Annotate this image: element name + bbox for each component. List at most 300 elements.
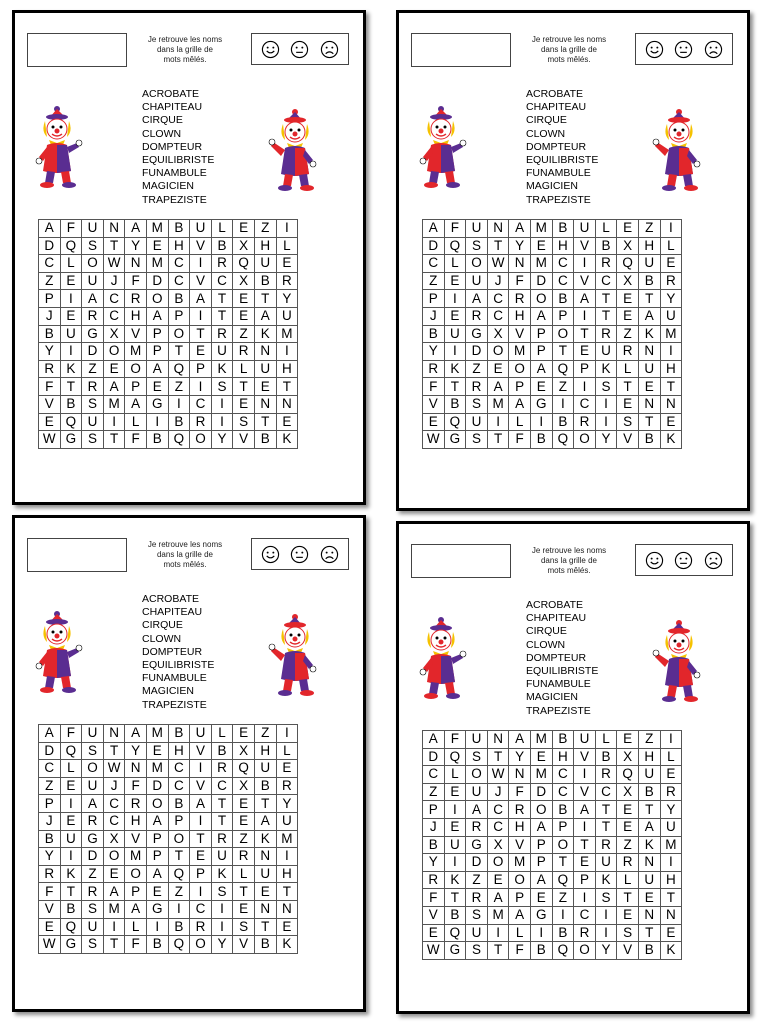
grid-cell[interactable]: I (60, 343, 82, 361)
grid-cell[interactable]: G (466, 836, 488, 854)
grid-cell[interactable]: A (146, 307, 168, 325)
grid-cell[interactable]: T (574, 836, 596, 854)
grid-cell[interactable]: M (509, 854, 531, 872)
grid-cell[interactable]: T (552, 343, 574, 361)
grid-cell[interactable]: B (423, 325, 445, 343)
grid-cell[interactable]: S (466, 942, 488, 960)
grid-cell[interactable]: Q (617, 766, 639, 784)
grid-cell[interactable]: E (574, 854, 596, 872)
grid-cell[interactable]: M (146, 220, 168, 238)
grid-cell[interactable]: G (146, 900, 168, 918)
grid-cell[interactable]: R (233, 343, 255, 361)
grid-cell[interactable]: E (254, 883, 276, 901)
grid-cell[interactable]: Y (276, 795, 298, 813)
grid-cell[interactable]: E (530, 748, 552, 766)
grid-cell[interactable]: I (276, 220, 298, 238)
grid-cell[interactable]: I (146, 918, 168, 936)
grid-cell[interactable]: A (466, 290, 488, 308)
grid-cell[interactable]: O (190, 936, 212, 954)
grid-cell[interactable]: C (487, 290, 509, 308)
grid-cell[interactable]: O (574, 942, 596, 960)
grid-cell[interactable]: P (530, 854, 552, 872)
grid-cell[interactable]: Y (509, 237, 531, 255)
grid-cell[interactable]: I (190, 883, 212, 901)
grid-cell[interactable]: S (466, 395, 488, 413)
grid-cell[interactable]: T (660, 378, 682, 396)
grid-cell[interactable]: T (190, 325, 212, 343)
grid-cell[interactable]: A (638, 307, 660, 325)
grid-cell[interactable]: T (211, 307, 233, 325)
grid-cell[interactable]: B (60, 900, 82, 918)
grid-cell[interactable]: B (254, 777, 276, 795)
grid-cell[interactable]: I (595, 906, 617, 924)
grid-cell[interactable]: D (82, 343, 104, 361)
grid-cell[interactable]: E (254, 378, 276, 396)
grid-cell[interactable]: T (276, 883, 298, 901)
grid-cell[interactable]: I (487, 924, 509, 942)
grid-cell[interactable]: Q (552, 942, 574, 960)
grid-cell[interactable]: O (146, 290, 168, 308)
grid-cell[interactable]: S (211, 883, 233, 901)
grid-cell[interactable]: T (103, 431, 125, 449)
grid-cell[interactable]: L (444, 255, 466, 273)
grid-cell[interactable]: U (82, 220, 104, 238)
grid-cell[interactable]: O (530, 290, 552, 308)
grid-cell[interactable]: C (574, 395, 596, 413)
grid-cell[interactable]: T (103, 936, 125, 954)
grid-cell[interactable]: W (423, 431, 445, 449)
grid-cell[interactable]: K (276, 431, 298, 449)
grid-cell[interactable]: R (574, 924, 596, 942)
grid-cell[interactable]: Y (660, 290, 682, 308)
grid-cell[interactable]: S (617, 924, 639, 942)
grid-cell[interactable]: U (466, 413, 488, 431)
grid-cell[interactable]: V (125, 325, 147, 343)
grid-cell[interactable]: V (574, 272, 596, 290)
grid-cell[interactable]: B (595, 237, 617, 255)
grid-cell[interactable]: R (82, 307, 104, 325)
grid-cell[interactable]: E (146, 742, 168, 760)
grid-cell[interactable]: O (466, 766, 488, 784)
grid-cell[interactable]: U (574, 731, 596, 749)
grid-cell[interactable]: E (617, 290, 639, 308)
grid-cell[interactable]: S (82, 395, 104, 413)
grid-cell[interactable]: L (617, 871, 639, 889)
grid-cell[interactable]: C (552, 766, 574, 784)
grid-cell[interactable]: D (423, 237, 445, 255)
grid-cell[interactable]: U (82, 777, 104, 795)
grid-cell[interactable]: E (103, 865, 125, 883)
grid-cell[interactable]: Q (60, 742, 82, 760)
grid-cell[interactable]: U (595, 854, 617, 872)
grid-cell[interactable]: Z (82, 360, 104, 378)
grid-cell[interactable]: S (466, 237, 488, 255)
grid-cell[interactable]: F (444, 220, 466, 238)
neutral-face-icon[interactable] (674, 40, 693, 59)
grid-cell[interactable]: E (60, 812, 82, 830)
grid-cell[interactable]: U (444, 325, 466, 343)
grid-cell[interactable]: B (168, 220, 190, 238)
grid-cell[interactable]: E (39, 413, 61, 431)
grid-cell[interactable]: K (276, 936, 298, 954)
grid-cell[interactable]: Y (39, 343, 61, 361)
grid-cell[interactable]: E (530, 237, 552, 255)
grid-cell[interactable]: P (509, 889, 531, 907)
grid-cell[interactable]: O (146, 795, 168, 813)
grid-cell[interactable]: U (466, 220, 488, 238)
grid-cell[interactable]: Z (39, 272, 61, 290)
grid-cell[interactable]: P (574, 871, 596, 889)
grid-cell[interactable]: L (617, 360, 639, 378)
grid-cell[interactable]: C (168, 777, 190, 795)
grid-cell[interactable]: I (211, 413, 233, 431)
grid-cell[interactable]: Z (39, 777, 61, 795)
grid-cell[interactable]: A (82, 795, 104, 813)
grid-cell[interactable]: C (103, 307, 125, 325)
happy-face-icon[interactable] (261, 545, 280, 564)
grid-cell[interactable]: P (423, 801, 445, 819)
grid-cell[interactable]: E (638, 889, 660, 907)
grid-cell[interactable]: N (509, 255, 531, 273)
grid-cell[interactable]: F (423, 378, 445, 396)
grid-cell[interactable]: U (466, 731, 488, 749)
grid-cell[interactable]: T (638, 801, 660, 819)
grid-cell[interactable]: D (530, 783, 552, 801)
grid-cell[interactable]: U (254, 865, 276, 883)
grid-cell[interactable]: O (82, 255, 104, 273)
grid-cell[interactable]: G (466, 325, 488, 343)
grid-cell[interactable]: E (146, 883, 168, 901)
grid-cell[interactable]: T (595, 818, 617, 836)
grid-cell[interactable]: T (638, 290, 660, 308)
grid-cell[interactable]: E (617, 906, 639, 924)
grid-cell[interactable]: I (574, 255, 596, 273)
grid-cell[interactable]: S (82, 237, 104, 255)
grid-cell[interactable]: F (509, 272, 531, 290)
grid-cell[interactable]: I (211, 918, 233, 936)
grid-cell[interactable]: B (552, 801, 574, 819)
grid-cell[interactable]: H (638, 748, 660, 766)
grid-cell[interactable]: J (423, 307, 445, 325)
grid-cell[interactable]: E (487, 871, 509, 889)
grid-cell[interactable]: Q (233, 255, 255, 273)
grid-cell[interactable]: R (211, 760, 233, 778)
grid-cell[interactable]: D (423, 748, 445, 766)
grid-cell[interactable]: Q (617, 255, 639, 273)
grid-cell[interactable]: R (82, 812, 104, 830)
grid-cell[interactable]: I (276, 725, 298, 743)
grid-cell[interactable]: C (595, 272, 617, 290)
grid-cell[interactable]: U (660, 818, 682, 836)
grid-cell[interactable]: M (530, 766, 552, 784)
grid-cell[interactable]: X (617, 748, 639, 766)
grid-cell[interactable]: Q (60, 918, 82, 936)
grid-cell[interactable]: C (190, 395, 212, 413)
grid-cell[interactable]: T (254, 918, 276, 936)
grid-cell[interactable]: U (190, 220, 212, 238)
grid-cell[interactable]: O (552, 836, 574, 854)
grid-cell[interactable]: T (211, 290, 233, 308)
grid-cell[interactable]: C (574, 906, 596, 924)
grid-cell[interactable]: Z (233, 325, 255, 343)
grid-cell[interactable]: U (574, 220, 596, 238)
grid-cell[interactable]: G (82, 325, 104, 343)
grid-cell[interactable]: B (423, 836, 445, 854)
grid-cell[interactable]: E (276, 255, 298, 273)
grid-cell[interactable]: B (552, 924, 574, 942)
grid-cell[interactable]: I (552, 906, 574, 924)
grid-cell[interactable]: V (233, 431, 255, 449)
grid-cell[interactable]: R (595, 325, 617, 343)
grid-cell[interactable]: A (146, 360, 168, 378)
grid-cell[interactable]: O (552, 325, 574, 343)
grid-cell[interactable]: R (82, 883, 104, 901)
grid-cell[interactable]: U (638, 766, 660, 784)
grid-cell[interactable]: L (509, 413, 531, 431)
grid-cell[interactable]: C (103, 812, 125, 830)
grid-cell[interactable]: B (39, 325, 61, 343)
grid-cell[interactable]: R (190, 413, 212, 431)
grid-cell[interactable]: B (146, 936, 168, 954)
grid-cell[interactable]: U (82, 918, 104, 936)
grid-cell[interactable]: K (254, 325, 276, 343)
grid-cell[interactable]: Q (444, 413, 466, 431)
grid-cell[interactable]: I (660, 343, 682, 361)
grid-cell[interactable]: R (82, 378, 104, 396)
grid-cell[interactable]: G (530, 906, 552, 924)
grid-cell[interactable]: N (638, 854, 660, 872)
grid-cell[interactable]: A (574, 290, 596, 308)
grid-cell[interactable]: E (233, 395, 255, 413)
grid-cell[interactable]: C (595, 783, 617, 801)
grid-cell[interactable]: N (254, 900, 276, 918)
grid-cell[interactable]: P (39, 290, 61, 308)
grid-cell[interactable]: R (466, 307, 488, 325)
grid-cell[interactable]: A (487, 378, 509, 396)
neutral-face-icon[interactable] (290, 40, 309, 59)
grid-cell[interactable]: L (125, 918, 147, 936)
grid-cell[interactable]: A (146, 865, 168, 883)
grid-cell[interactable]: K (638, 325, 660, 343)
grid-cell[interactable]: C (190, 900, 212, 918)
grid-cell[interactable]: N (125, 255, 147, 273)
grid-cell[interactable]: U (254, 360, 276, 378)
grid-cell[interactable]: E (233, 795, 255, 813)
grid-cell[interactable]: I (190, 378, 212, 396)
grid-cell[interactable]: P (146, 343, 168, 361)
grid-cell[interactable]: K (60, 360, 82, 378)
grid-cell[interactable]: D (466, 854, 488, 872)
grid-cell[interactable]: I (276, 848, 298, 866)
grid-cell[interactable]: T (168, 848, 190, 866)
grid-cell[interactable]: L (211, 220, 233, 238)
grid-cell[interactable]: B (552, 220, 574, 238)
grid-cell[interactable]: I (190, 812, 212, 830)
grid-cell[interactable]: Q (552, 431, 574, 449)
grid-cell[interactable]: B (530, 942, 552, 960)
grid-cell[interactable]: D (39, 742, 61, 760)
grid-cell[interactable]: R (276, 272, 298, 290)
grid-cell[interactable]: T (487, 942, 509, 960)
grid-cell[interactable]: Y (423, 343, 445, 361)
grid-cell[interactable]: X (233, 777, 255, 795)
grid-cell[interactable]: V (574, 783, 596, 801)
grid-cell[interactable]: M (487, 906, 509, 924)
grid-cell[interactable]: I (660, 731, 682, 749)
grid-cell[interactable]: C (103, 795, 125, 813)
grid-cell[interactable]: Q (444, 924, 466, 942)
grid-cell[interactable]: T (574, 325, 596, 343)
grid-cell[interactable]: F (125, 777, 147, 795)
grid-cell[interactable]: R (211, 255, 233, 273)
grid-cell[interactable]: T (254, 413, 276, 431)
grid-cell[interactable]: O (530, 801, 552, 819)
grid-cell[interactable]: S (82, 936, 104, 954)
grid-cell[interactable]: A (82, 290, 104, 308)
grid-cell[interactable]: T (444, 889, 466, 907)
grid-cell[interactable]: L (509, 924, 531, 942)
grid-cell[interactable]: V (233, 936, 255, 954)
grid-cell[interactable]: Y (125, 237, 147, 255)
grid-cell[interactable]: B (552, 290, 574, 308)
grid-cell[interactable]: R (466, 818, 488, 836)
grid-cell[interactable]: I (595, 924, 617, 942)
grid-cell[interactable]: B (444, 906, 466, 924)
grid-cell[interactable]: M (509, 343, 531, 361)
grid-cell[interactable]: I (660, 854, 682, 872)
grid-cell[interactable]: V (190, 237, 212, 255)
grid-cell[interactable]: A (509, 906, 531, 924)
grid-cell[interactable]: I (190, 307, 212, 325)
grid-cell[interactable]: E (444, 272, 466, 290)
grid-cell[interactable]: I (552, 395, 574, 413)
grid-cell[interactable]: A (530, 307, 552, 325)
grid-cell[interactable]: H (168, 237, 190, 255)
grid-cell[interactable]: I (103, 413, 125, 431)
grid-cell[interactable]: L (444, 766, 466, 784)
grid-cell[interactable]: E (233, 900, 255, 918)
grid-cell[interactable]: E (660, 766, 682, 784)
grid-cell[interactable]: Z (466, 871, 488, 889)
grid-cell[interactable]: O (103, 343, 125, 361)
grid-cell[interactable]: E (617, 220, 639, 238)
grid-cell[interactable]: O (466, 255, 488, 273)
grid-cell[interactable]: W (487, 766, 509, 784)
grid-cell[interactable]: R (617, 343, 639, 361)
grid-cell[interactable]: H (638, 237, 660, 255)
grid-cell[interactable]: Z (552, 889, 574, 907)
name-field[interactable] (27, 538, 127, 572)
grid-cell[interactable]: B (552, 731, 574, 749)
grid-cell[interactable]: T (190, 830, 212, 848)
sad-face-icon[interactable] (320, 40, 339, 59)
grid-cell[interactable]: P (168, 307, 190, 325)
grid-cell[interactable]: A (530, 818, 552, 836)
grid-cell[interactable]: S (466, 748, 488, 766)
grid-cell[interactable]: Y (211, 431, 233, 449)
grid-cell[interactable]: Y (509, 748, 531, 766)
grid-cell[interactable]: H (660, 871, 682, 889)
sad-face-icon[interactable] (320, 545, 339, 564)
grid-cell[interactable]: R (423, 871, 445, 889)
grid-cell[interactable]: A (190, 290, 212, 308)
grid-cell[interactable]: M (530, 731, 552, 749)
grid-cell[interactable]: I (660, 220, 682, 238)
grid-cell[interactable]: J (487, 272, 509, 290)
grid-cell[interactable]: Q (444, 237, 466, 255)
grid-cell[interactable]: Y (125, 742, 147, 760)
grid-cell[interactable]: A (638, 818, 660, 836)
grid-cell[interactable]: I (574, 818, 596, 836)
grid-cell[interactable]: N (638, 395, 660, 413)
grid-cell[interactable]: I (60, 290, 82, 308)
grid-cell[interactable]: R (423, 360, 445, 378)
grid-cell[interactable]: J (487, 783, 509, 801)
grid-cell[interactable]: I (444, 343, 466, 361)
grid-cell[interactable]: R (509, 801, 531, 819)
grid-cell[interactable]: R (190, 918, 212, 936)
grid-cell[interactable]: E (60, 777, 82, 795)
grid-cell[interactable]: E (60, 272, 82, 290)
grid-cell[interactable]: I (276, 343, 298, 361)
grid-cell[interactable]: L (125, 413, 147, 431)
name-field[interactable] (411, 544, 511, 578)
grid-cell[interactable]: T (595, 801, 617, 819)
grid-cell[interactable]: M (660, 836, 682, 854)
grid-cell[interactable]: F (39, 883, 61, 901)
grid-cell[interactable]: I (574, 307, 596, 325)
grid-cell[interactable]: B (168, 795, 190, 813)
grid-cell[interactable]: G (444, 942, 466, 960)
grid-cell[interactable]: I (190, 255, 212, 273)
grid-cell[interactable]: R (211, 325, 233, 343)
grid-cell[interactable]: F (60, 725, 82, 743)
grid-cell[interactable]: X (233, 237, 255, 255)
grid-cell[interactable]: R (660, 272, 682, 290)
grid-cell[interactable]: J (39, 812, 61, 830)
grid-cell[interactable]: I (190, 760, 212, 778)
grid-cell[interactable]: O (125, 865, 147, 883)
grid-cell[interactable]: M (103, 900, 125, 918)
grid-cell[interactable]: H (509, 307, 531, 325)
grid-cell[interactable]: W (487, 255, 509, 273)
grid-cell[interactable]: O (574, 431, 596, 449)
grid-cell[interactable]: M (125, 343, 147, 361)
grid-cell[interactable]: C (103, 290, 125, 308)
grid-cell[interactable]: H (276, 865, 298, 883)
grid-cell[interactable]: E (617, 307, 639, 325)
grid-cell[interactable]: E (423, 413, 445, 431)
grid-cell[interactable]: K (444, 360, 466, 378)
grid-cell[interactable]: G (82, 830, 104, 848)
grid-cell[interactable]: U (638, 360, 660, 378)
grid-cell[interactable]: C (552, 272, 574, 290)
grid-cell[interactable]: H (660, 360, 682, 378)
grid-cell[interactable]: E (617, 731, 639, 749)
grid-cell[interactable]: T (103, 742, 125, 760)
grid-cell[interactable]: B (595, 748, 617, 766)
grid-cell[interactable]: I (211, 900, 233, 918)
grid-cell[interactable]: B (39, 830, 61, 848)
grid-cell[interactable]: B (60, 395, 82, 413)
grid-cell[interactable]: L (60, 760, 82, 778)
grid-cell[interactable]: T (595, 307, 617, 325)
grid-cell[interactable]: E (190, 848, 212, 866)
grid-cell[interactable]: T (233, 378, 255, 396)
grid-cell[interactable]: J (103, 777, 125, 795)
grid-cell[interactable]: S (82, 742, 104, 760)
grid-cell[interactable]: H (254, 237, 276, 255)
